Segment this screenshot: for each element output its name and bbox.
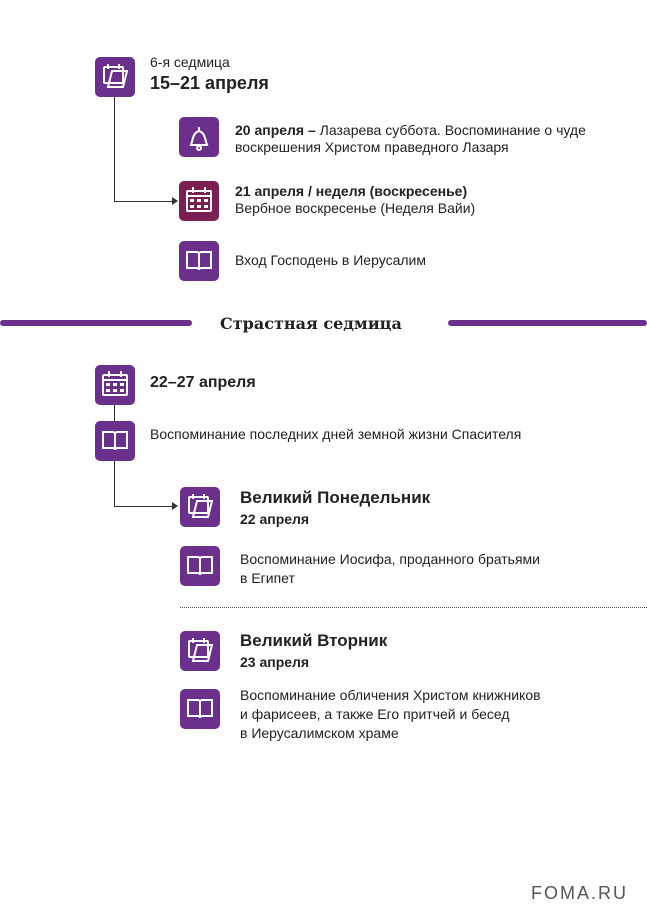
tuesday-desc: [240, 686, 541, 743]
monday-desc-line1: Воспоминание Иосифа, проданного братьями: [240, 551, 540, 567]
brand-logo[interactable]: FOMA.RU: [531, 883, 628, 903]
monday-title: Великий Понедельник: [240, 488, 431, 507]
event-lazarus-text: Лазарева суббота. Воспоминание о чуде: [315, 122, 586, 138]
book-icon: [180, 689, 220, 729]
connector-arrow: [172, 197, 178, 205]
bell-icon: [179, 117, 219, 157]
holy-week-summary: Воспоминание последних дней земной жизни Спасителя: [150, 426, 522, 442]
week-dates: 15–21 апреля: [150, 73, 269, 93]
section-title: Страстная седмица: [220, 314, 402, 333]
monday-desc-line2: в Египет: [240, 570, 295, 586]
tuesday-desc-line3: в Иерусалимском храме: [240, 725, 399, 741]
calendar-icon: [179, 181, 219, 221]
tuesday-desc-line2: и фарисеев, а также Его притчей и бесед: [240, 706, 510, 722]
tuesday-title: Великий Вторник: [240, 631, 388, 650]
event-lazarus: [235, 122, 586, 156]
divider-left: [0, 320, 192, 326]
monday-desc: [240, 550, 540, 588]
connector-vertical: [114, 97, 115, 201]
connector-arrow: [172, 502, 178, 510]
event-palm-sunday-line2: Вербное воскресенье (Неделя Вайи): [235, 200, 476, 216]
event-entry-jerusalem: Вход Господень в Иерусалим: [235, 252, 426, 268]
event-palm-sunday: [235, 183, 475, 217]
connector-horizontal: [114, 201, 176, 202]
tuesday-desc-line1: Воспоминание обличения Христом книжников: [240, 687, 541, 703]
calendar-stack-icon: [180, 487, 220, 527]
tuesday-date: 23 апреля: [240, 654, 310, 670]
event-palm-sunday-date: 21 апреля / неделя (воскресенье): [235, 183, 468, 199]
connector-horizontal: [114, 506, 176, 507]
week-label: 6-я седмица: [150, 54, 230, 70]
divider-right: [448, 320, 647, 326]
book-icon: [95, 421, 135, 461]
calendar-icon: [95, 365, 135, 405]
connector-vertical: [114, 405, 115, 421]
holy-week-dates: 22–27 апреля: [150, 374, 256, 391]
event-lazarus-line2: воскрешения Христом праведного Лазаря: [235, 139, 509, 155]
event-lazarus-date: 20 апреля –: [235, 122, 316, 138]
book-icon: [180, 546, 220, 586]
day-separator: [180, 607, 647, 608]
calendar-stack-icon: [180, 631, 220, 671]
monday-date: 22 апреля: [240, 511, 310, 527]
book-icon: [179, 241, 219, 281]
calendar-stack-icon: [95, 57, 135, 97]
connector-vertical: [114, 461, 115, 506]
